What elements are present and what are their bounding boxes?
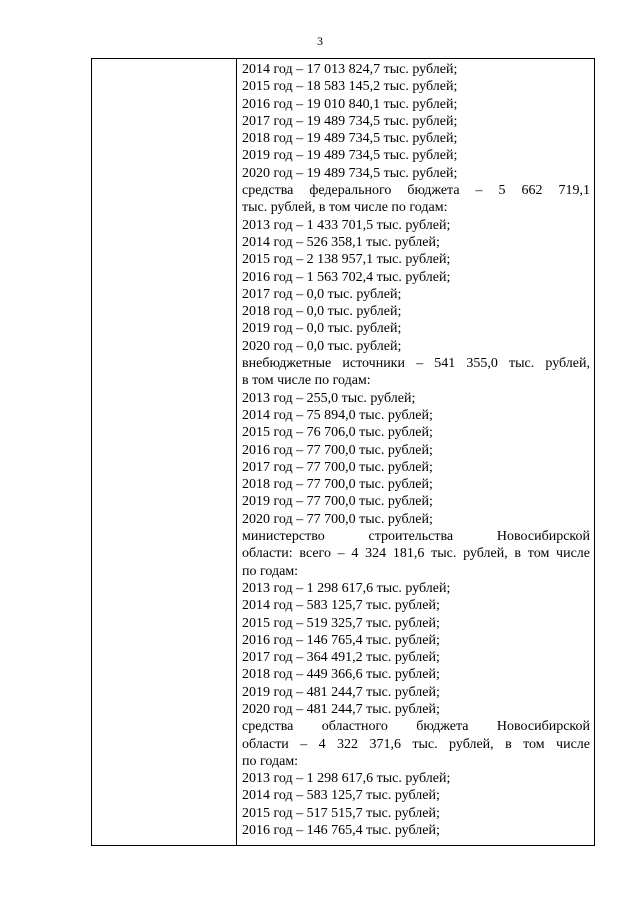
funding-line: 2019 год – 77 700,0 тыс. рублей; xyxy=(242,494,433,510)
funding-line: 2020 год – 77 700,0 тыс. рублей; xyxy=(242,511,433,527)
funding-line: 2015 год – 76 706,0 тыс. рублей; xyxy=(242,425,433,441)
funding-line: 2020 год – 19 489 734,5 тыс. рублей; xyxy=(242,165,458,181)
funding-line: по годам: xyxy=(242,753,299,769)
funding-line: 2018 год – 449 366,6 тыс. рублей; xyxy=(242,667,440,683)
funding-line: 2018 год – 19 489 734,5 тыс. рублей; xyxy=(242,131,458,147)
funding-table xyxy=(91,58,595,846)
funding-line: в том числе по годам: xyxy=(242,373,371,389)
funding-line: области: всего – 4 324 181,6 тыс. рублей, в том числе xyxy=(242,546,590,562)
funding-line: 2019 год – 0,0 тыс. рублей; xyxy=(242,321,402,337)
table-right-column xyxy=(237,59,594,845)
funding-line: 2019 год – 19 489 734,5 тыс. рублей; xyxy=(242,148,458,164)
funding-line: 2014 год – 526 358,1 тыс. рублей; xyxy=(242,234,440,250)
funding-line: 2018 год – 0,0 тыс. рублей; xyxy=(242,304,402,320)
funding-line: 2014 год – 583 125,7 тыс. рублей; xyxy=(242,788,440,804)
funding-line: 2016 год – 19 010 840,1 тыс. рублей; xyxy=(242,96,458,112)
funding-line: средства областного бюджета Новосибирской xyxy=(242,719,590,735)
funding-line: области – 4 322 371,6 тыс. рублей, в том числе xyxy=(242,736,590,752)
funding-line: 2015 год – 519 325,7 тыс. рублей; xyxy=(242,615,440,631)
funding-line: 2014 год – 583 125,7 тыс. рублей; xyxy=(242,598,440,614)
funding-line: 2014 год – 75 894,0 тыс. рублей; xyxy=(242,407,433,423)
funding-line: 2016 год – 77 700,0 тыс. рублей; xyxy=(242,442,433,458)
funding-line: 2013 год – 1 298 617,6 тыс. рублей; xyxy=(242,580,451,596)
funding-line: по годам: xyxy=(242,563,299,579)
funding-line: 2017 год – 0,0 тыс. рублей; xyxy=(242,286,402,302)
funding-line: 2015 год – 2 138 957,1 тыс. рублей; xyxy=(242,252,451,268)
page-number: 3 xyxy=(317,34,323,48)
funding-line: 2020 год – 0,0 тыс. рублей; xyxy=(242,338,402,354)
funding-line: 2015 год – 18 583 145,2 тыс. рублей; xyxy=(242,79,458,95)
funding-line: средства федерального бюджета – 5 662 719,1 xyxy=(242,183,590,199)
funding-line: 2016 год – 146 765,4 тыс. рублей; xyxy=(242,823,440,839)
funding-line: 2013 год – 1 298 617,6 тыс. рублей; xyxy=(242,771,451,787)
funding-line: 2014 год – 17 013 824,7 тыс. рублей; xyxy=(242,62,458,77)
funding-line: 2019 год – 481 244,7 тыс. рублей; xyxy=(242,684,440,700)
funding-line: 2017 год – 364 491,2 тыс. рублей; xyxy=(242,650,440,666)
funding-line: министерство строительства Новосибирской xyxy=(242,529,590,545)
funding-line: 2018 год – 77 700,0 тыс. рублей; xyxy=(242,477,433,493)
funding-line: тыс. рублей, в том числе по годам: xyxy=(242,200,448,216)
funding-line: 2013 год – 255,0 тыс. рублей; xyxy=(242,390,416,406)
table-left-column xyxy=(92,59,237,845)
funding-line: внебюджетные источники – 541 355,0 тыс. рублей, xyxy=(242,356,590,372)
funding-line: 2016 год – 1 563 702,4 тыс. рублей; xyxy=(242,269,451,285)
funding-line: 2013 год – 1 433 701,5 тыс. рублей; xyxy=(242,217,451,233)
funding-line: 2017 год – 19 489 734,5 тыс. рублей; xyxy=(242,113,458,129)
funding-line: 2020 год – 481 244,7 тыс. рублей; xyxy=(242,701,440,717)
funding-line: 2017 год – 77 700,0 тыс. рублей; xyxy=(242,459,433,475)
funding-line: 2015 год – 517 515,7 тыс. рублей; xyxy=(242,805,440,821)
funding-line: 2016 год – 146 765,4 тыс. рублей; xyxy=(242,632,440,648)
